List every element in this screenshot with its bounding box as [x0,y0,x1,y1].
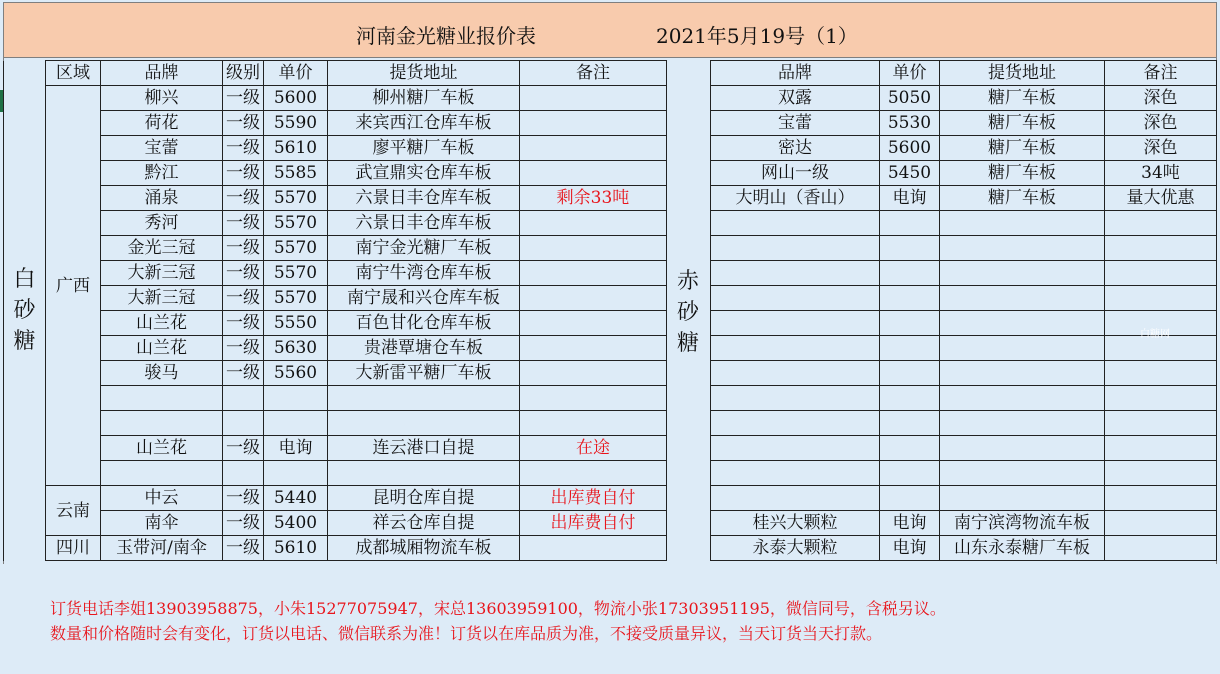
address-cell[interactable]: 六景日丰仓库车板 [328,211,520,236]
price-cell[interactable]: 5585 [264,161,328,186]
brand-cell[interactable]: 密达 [711,136,880,161]
remark-cell[interactable] [520,386,667,411]
brand-cell[interactable]: 山兰花 [101,436,223,461]
address-cell[interactable] [940,261,1105,286]
brand-cell[interactable]: 大新三冠 [101,286,223,311]
address-cell[interactable]: 糖厂车板 [940,186,1105,211]
table-row [711,236,1217,261]
remark-cell[interactable]: 量大优惠 [1105,186,1217,211]
price-cell[interactable] [880,411,940,436]
order-notes [50,596,946,646]
header-3: 备注 [1105,61,1217,86]
address-cell[interactable]: 武宣鼎实仓库车板 [328,161,520,186]
table-row [711,86,1217,111]
remark-cell[interactable]: 深色 [1105,86,1217,111]
table-row [4,511,667,536]
remark-cell[interactable]: 34吨 [1105,161,1217,186]
table-row [4,186,667,211]
brand-cell[interactable]: 双露 [711,86,880,111]
address-cell[interactable]: 祥云仓库自提 [328,511,520,536]
remark-cell[interactable] [1105,436,1217,461]
grade-cell[interactable]: 一级 [223,336,264,361]
brand-cell[interactable]: 南伞 [101,511,223,536]
address-cell[interactable] [940,411,1105,436]
grade-cell[interactable]: 一级 [223,111,264,136]
table-row [4,111,667,136]
brand-cell[interactable]: 玉带河/南伞 [101,536,223,561]
price-cell[interactable] [880,286,940,311]
remark-cell[interactable] [1105,236,1217,261]
grade-cell[interactable]: 一级 [223,361,264,386]
table-row [4,486,667,511]
grade-cell[interactable]: 一级 [223,486,264,511]
remark-cell[interactable] [520,311,667,336]
table-row [4,461,667,486]
table-row [711,361,1217,386]
remark-cell[interactable] [520,536,667,561]
brand-cell[interactable]: 宝蕾 [711,111,880,136]
price-cell[interactable]: 5450 [880,161,940,186]
remark-cell[interactable] [520,286,667,311]
price-cell[interactable]: 5050 [880,86,940,111]
table-row [711,486,1217,511]
grade-cell[interactable]: 一级 [223,236,264,261]
table-row [711,411,1217,436]
header-3: 单价 [264,61,328,86]
address-cell[interactable] [940,236,1105,261]
address-cell[interactable] [940,361,1105,386]
brown-sugar-category: 赤 砂 糖 [676,269,699,356]
address-cell[interactable]: 六景日丰仓库车板 [328,186,520,211]
note-line-terms: 数量和价格随时会有变化，订货以电话、微信联系为准！订货以在库品质为准，不接受质量异议，当天订货当天打款。 [50,624,883,643]
grade-cell[interactable]: 一级 [223,511,264,536]
price-cell[interactable]: 5570 [264,261,328,286]
brand-cell[interactable]: 骏马 [101,361,223,386]
brand-cell[interactable]: 山兰花 [101,311,223,336]
address-cell[interactable]: 糖厂车板 [940,111,1105,136]
price-cell[interactable]: 5590 [264,111,328,136]
region-cell[interactable]: 云南 [46,486,101,536]
header-0: 区域 [46,61,101,86]
table-row [711,211,1217,236]
brand-cell[interactable]: 山兰花 [101,336,223,361]
address-cell[interactable]: 廖平糖厂车板 [328,136,520,161]
brown-sugar-label-column [666,60,710,563]
price-cell[interactable] [880,436,940,461]
brand-cell[interactable] [711,386,880,411]
price-cell[interactable] [880,236,940,261]
sheet-date: 2021年5月19号（1） [656,24,858,48]
table-row [711,286,1217,311]
address-cell[interactable] [328,411,520,436]
address-cell[interactable]: 山东永泰糖厂车板 [940,536,1105,561]
address-cell[interactable]: 南宁金光糖厂车板 [328,236,520,261]
table-row [711,386,1217,411]
remark-cell[interactable]: 出库费自付 [520,486,667,511]
address-cell[interactable]: 糖厂车板 [940,161,1105,186]
price-cell[interactable]: 5400 [264,511,328,536]
table-row [711,111,1217,136]
price-cell[interactable] [880,211,940,236]
brand-cell[interactable]: 黔江 [101,161,223,186]
brand-cell[interactable] [711,311,880,336]
price-cell[interactable] [880,461,940,486]
white-sugar-header-row [4,61,667,86]
remark-cell[interactable] [520,361,667,386]
remark-cell[interactable] [520,161,667,186]
brand-cell[interactable]: 金光三冠 [101,236,223,261]
price-cell[interactable]: 5570 [264,236,328,261]
brand-cell[interactable] [101,411,223,436]
price-cell[interactable]: 5570 [264,286,328,311]
brand-cell[interactable] [711,261,880,286]
remark-cell[interactable] [1105,361,1217,386]
address-cell[interactable]: 来宾西江仓库车板 [328,111,520,136]
brand-cell[interactable]: 荷花 [101,111,223,136]
table-row [711,261,1217,286]
brand-cell[interactable] [711,211,880,236]
price-cell[interactable]: 5570 [264,211,328,236]
remark-cell[interactable] [520,136,667,161]
table-row [4,361,667,386]
remark-cell[interactable]: 深色 [1105,111,1217,136]
brand-cell[interactable] [101,461,223,486]
remark-cell[interactable] [520,336,667,361]
address-cell[interactable]: 南宁牛湾仓库车板 [328,261,520,286]
table-row [4,211,667,236]
grade-cell[interactable]: 一级 [223,311,264,336]
address-cell[interactable]: 贵港覃塘仓车板 [328,336,520,361]
grade-cell[interactable]: 一级 [223,436,264,461]
price-cell[interactable]: 电询 [264,436,328,461]
price-cell[interactable] [264,386,328,411]
remark-cell[interactable] [520,86,667,111]
brand-cell[interactable] [711,336,880,361]
remark-cell[interactable] [1105,386,1217,411]
remark-cell[interactable] [1105,461,1217,486]
white-sugar-table [3,60,667,561]
grade-cell[interactable]: 一级 [223,161,264,186]
table-row [4,161,667,186]
remark-cell[interactable] [1105,211,1217,236]
price-cell[interactable] [880,486,940,511]
table-row [711,136,1217,161]
price-cell[interactable]: 电询 [880,186,940,211]
price-cell[interactable]: 5570 [264,186,328,211]
address-cell[interactable]: 南宁晟和兴仓库车板 [328,286,520,311]
price-cell[interactable]: 5530 [880,111,940,136]
watermark: 白糖网 [1140,329,1170,340]
remark-cell[interactable] [1105,261,1217,286]
sheet-title: 河南金光糖业报价表 [356,24,536,48]
address-cell[interactable] [940,436,1105,461]
price-cell[interactable] [264,461,328,486]
brand-cell[interactable]: 柳兴 [101,86,223,111]
table-row [711,186,1217,211]
table-row [4,136,667,161]
address-cell[interactable]: 昆明仓库自提 [328,486,520,511]
grade-cell[interactable]: 一级 [223,86,264,111]
grade-cell[interactable] [223,386,264,411]
address-cell[interactable]: 连云港口自提 [328,436,520,461]
address-cell[interactable]: 糖厂车板 [940,136,1105,161]
price-cell[interactable]: 5600 [880,136,940,161]
brand-cell[interactable]: 大明山（香山） [711,186,880,211]
table-row [4,436,667,461]
price-cell[interactable] [880,311,940,336]
table-row [711,536,1217,561]
price-cell[interactable]: 5600 [264,86,328,111]
brand-cell[interactable]: 宝蕾 [101,136,223,161]
header-4: 提货地址 [328,61,520,86]
price-cell[interactable] [880,386,940,411]
brand-cell[interactable]: 大新三冠 [101,261,223,286]
brand-cell[interactable] [711,436,880,461]
remark-cell[interactable] [1105,511,1217,536]
address-cell[interactable]: 南宁滨湾物流车板 [940,511,1105,536]
grade-cell[interactable]: 一级 [223,536,264,561]
brand-cell[interactable] [711,486,880,511]
price-cell[interactable]: 电询 [880,511,940,536]
address-cell[interactable]: 大新雷平糖厂车板 [328,361,520,386]
brand-cell[interactable] [711,461,880,486]
price-cell[interactable]: 5560 [264,361,328,386]
address-cell[interactable] [940,311,1105,336]
address-cell[interactable] [328,461,520,486]
remark-cell[interactable] [520,411,667,436]
brand-cell[interactable]: 涌泉 [101,186,223,211]
table-row [4,411,667,436]
header-2: 级别 [223,61,264,86]
title-bar [3,2,1217,58]
remark-cell[interactable] [1105,286,1217,311]
address-cell[interactable] [328,386,520,411]
remark-cell[interactable] [1105,486,1217,511]
brand-cell[interactable] [711,236,880,261]
table-row [4,286,667,311]
remark-cell[interactable]: 在途 [520,436,667,461]
price-cell[interactable]: 5550 [264,311,328,336]
remark-cell[interactable] [1105,536,1217,561]
brand-cell[interactable]: 秀河 [101,211,223,236]
brand-cell[interactable] [711,411,880,436]
address-cell[interactable]: 成都城厢物流车板 [328,536,520,561]
address-cell[interactable] [940,336,1105,361]
address-cell[interactable] [940,386,1105,411]
grade-cell[interactable]: 一级 [223,186,264,211]
price-cell[interactable]: 电询 [880,536,940,561]
price-cell[interactable]: 5440 [264,486,328,511]
table-row [4,236,667,261]
grade-cell[interactable]: 一级 [223,136,264,161]
brand-cell[interactable] [711,361,880,386]
table-row [4,311,667,336]
remark-cell[interactable]: 剩余33吨 [520,186,667,211]
table-row [4,86,667,111]
price-cell[interactable] [880,261,940,286]
remark-cell[interactable]: 出库费自付 [520,511,667,536]
grade-cell[interactable]: 一级 [223,261,264,286]
region-cell[interactable]: 广西 [46,86,101,486]
brand-cell[interactable]: 永泰大颗粒 [711,536,880,561]
address-cell[interactable]: 糖厂车板 [940,86,1105,111]
grade-cell[interactable] [223,461,264,486]
header-1: 单价 [880,61,940,86]
header-5: 备注 [520,61,667,86]
brown-sugar-header-row [711,61,1217,86]
brand-cell[interactable] [101,386,223,411]
grade-cell[interactable]: 一级 [223,286,264,311]
brown-sugar-table [710,60,1217,561]
address-cell[interactable] [940,461,1105,486]
table-row [4,336,667,361]
table-row [4,536,667,561]
address-cell[interactable]: 百色甘化仓库车板 [328,311,520,336]
grade-cell[interactable]: 一级 [223,211,264,236]
address-cell[interactable] [940,486,1105,511]
header-2: 提货地址 [940,61,1105,86]
remark-cell[interactable] [520,461,667,486]
brand-cell[interactable]: 桂兴大颗粒 [711,511,880,536]
white-sugar-category: 白 砂 糖 [4,61,46,561]
header-1: 品牌 [101,61,223,86]
price-cell[interactable]: 5630 [264,336,328,361]
address-cell[interactable] [940,211,1105,236]
brand-cell[interactable] [711,286,880,311]
remark-cell[interactable] [520,111,667,136]
table-row [711,461,1217,486]
header-0: 品牌 [711,61,880,86]
remark-cell[interactable] [520,261,667,286]
price-cell[interactable] [880,336,940,361]
remark-cell[interactable] [1105,411,1217,436]
address-cell[interactable] [940,286,1105,311]
note-line-contact: 订货电话李姐13903958875，小朱15277075947，宋总13603959100，物流小张17303951195，微信同号，含税另议。 [50,599,946,618]
price-cell[interactable]: 5610 [264,536,328,561]
price-cell[interactable] [264,411,328,436]
price-cell[interactable]: 5610 [264,136,328,161]
table-row [711,511,1217,536]
address-cell[interactable]: 柳州糖厂车板 [328,86,520,111]
price-cell[interactable] [880,361,940,386]
table-row [4,261,667,286]
brand-cell[interactable]: 网山一级 [711,161,880,186]
remark-cell[interactable] [520,236,667,261]
remark-cell[interactable] [520,211,667,236]
brand-cell[interactable]: 中云 [101,486,223,511]
remark-cell[interactable]: 深色 [1105,136,1217,161]
region-cell[interactable]: 四川 [46,536,101,561]
table-row [711,436,1217,461]
grade-cell[interactable] [223,411,264,436]
table-row [4,386,667,411]
table-row [711,161,1217,186]
